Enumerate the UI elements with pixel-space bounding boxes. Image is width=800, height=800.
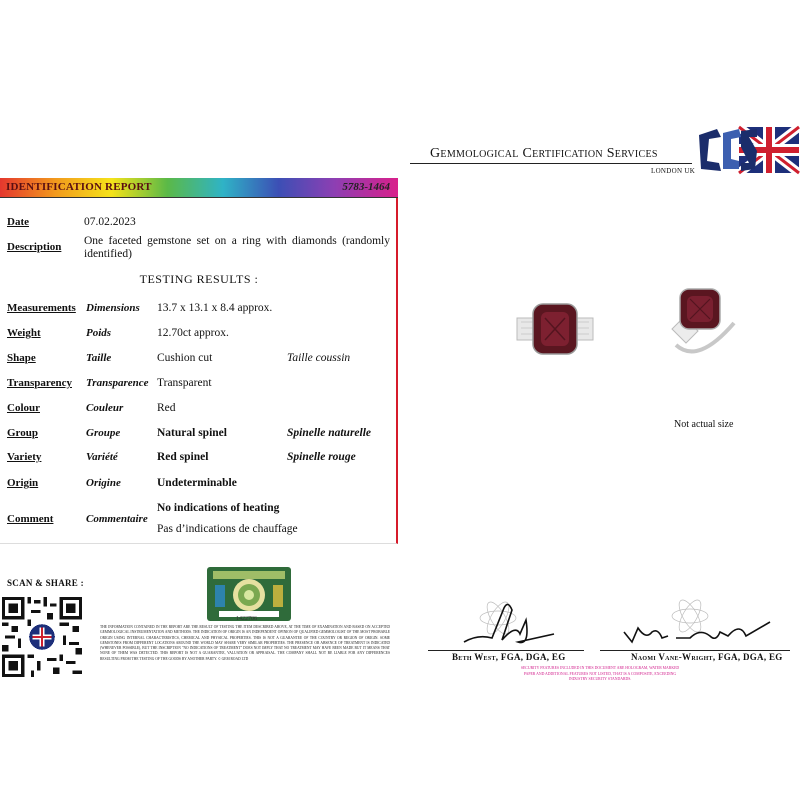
weight-label: Weight (7, 327, 41, 339)
signature-emblem-right-icon (620, 592, 780, 652)
colour-value: Red (157, 402, 176, 414)
comment-label: Comment (7, 513, 54, 525)
ring-front-view-image (515, 300, 595, 358)
ring-side-view-image (668, 285, 738, 365)
row-group (0, 427, 398, 443)
row-measurements (0, 302, 398, 318)
row-weight (0, 327, 398, 343)
weight-value: 12.70ct approx. (157, 327, 229, 339)
weight-label-fr: Poids (86, 327, 112, 339)
transparency-label-fr: Transparence (86, 377, 149, 389)
image-caption: Not actual size (674, 419, 734, 430)
report-header-bar (0, 178, 398, 198)
identification-report (0, 178, 398, 544)
row-colour (0, 402, 398, 418)
row-variety (0, 451, 398, 467)
shape-value: Cushion cut (157, 352, 213, 364)
variety-value: Red spinel (157, 451, 209, 463)
row-comment (0, 502, 398, 542)
measurements-label-fr: Dimensions (86, 302, 140, 314)
scan-share-label: SCAN & SHARE : (7, 578, 84, 588)
group-value: Natural spinel (157, 427, 227, 439)
organization-name: Gemmological Certification Services (430, 146, 658, 161)
signer-right-name: Naomi Vane-Wright, FGA, DGA, EG (631, 652, 783, 662)
measurements-label: Measurements (7, 302, 76, 314)
hologram-number: 1422706 (236, 616, 257, 622)
hologram-seal-icon (205, 565, 293, 623)
organization-location: LONDON UK (651, 167, 696, 175)
variety-value-fr: Spinelle rouge (287, 451, 356, 463)
security-features-note: SECURITY FEATURES INCLUDED IN THIS DOCUMENT ARE HOLOGRAM, WATER MARKED PAPER AND ADDITIONAL FEATURES NOT LISTED, THAT IS A COMPOSITE, EXCEEDING INDUSTRY SECURITY STANDARDS. (520, 666, 680, 681)
report-title: IDENTIFICATION REPORT (6, 181, 152, 193)
qr-code-icon[interactable] (2, 597, 82, 677)
signature-emblem-left-icon (458, 590, 558, 650)
comment-value: No indications of heating (157, 502, 280, 514)
signature-line-left (428, 650, 584, 651)
colour-label-fr: Couleur (86, 402, 124, 414)
group-label: Group (7, 427, 38, 439)
group-value-fr: Spinelle naturelle (287, 427, 372, 439)
header-rule (410, 163, 692, 164)
date-value: 07.02.2023 (84, 216, 136, 228)
description-label: Description (7, 241, 62, 253)
signature-line-right (600, 650, 790, 651)
shape-label-fr: Taille (86, 352, 112, 364)
date-label: Date (7, 216, 29, 228)
testing-results-heading: TESTING RESULTS : (139, 272, 259, 286)
origin-value: Undeterminable (157, 477, 237, 489)
comment-value-fr: Pas d’indications de chauffage (157, 523, 298, 535)
description-value: One faceted gemstone set on a ring with diamonds (randomly identified) (84, 235, 390, 260)
signer-left-name: Beth West, FGA, DGA, EG (452, 652, 566, 662)
origin-label-fr: Origine (86, 477, 121, 489)
colour-label: Colour (7, 402, 40, 414)
variety-label-fr: Variété (86, 451, 118, 463)
report-number: 5783-1464 (342, 181, 390, 193)
measurements-value: 13.7 x 13.1 x 8.4 approx. (157, 302, 273, 314)
row-origin (0, 477, 398, 493)
transparency-value: Transparent (157, 377, 212, 389)
row-shape (0, 352, 398, 368)
shape-label: Shape (7, 352, 36, 364)
variety-label: Variety (7, 451, 42, 463)
origin-label: Origin (7, 477, 39, 489)
row-transparency (0, 377, 398, 393)
gcs-logo-icon (695, 125, 800, 177)
group-label-fr: Groupe (86, 427, 121, 439)
shape-value-fr: Taille coussin (287, 352, 351, 364)
transparency-label: Transparency (7, 377, 72, 389)
legal-disclaimer: THE INFORMATION CONTAINED IN THE REPORT ARE THE RESULT OF TESTING THE ITEM DESCRIBED ABOVE, AT THE TIME OF EXAMINATION AND BASED ON ACCEPTED GEMMOLOGICAL INSTRUMENTATION AND METHODS. THE INDICATION OF ORIGIN IS AN INDEPENDENT OPINION OF QUALIFIED GEMMOLOGIST OF THE MOST PROBABLE ORIGIN USING INTERNAL CHARACTERISTICS, CHEMICAL AND PHYSICAL PROPERTIES. THIS IS NOT A GUARANTEE OF THE COUNTRY OR REGION OF ORIGIN. SOME GEMSTONES FROM DIFFERENT LOCATIONS AROUND THE WORLD MAY SHARE VERY SIMILAR PROPERTIES. THE PRESENCE OR ABSENCE OF TREATMENT IS INDICATED (WHENEVER POSSIBLE), BUT THE INSCRIPTION "NO INDICATIONS OF TREATMENT" DOES NOT IMPLY THAT NO TREATMENT MAY HAVE BEEN MADE BUT IT MEANS THAT NONE OF THEM WAS DETECTED. THIS REPORT IS NOT A GUARANTEE, VALUATION OR APPRAISAL. THE COMPANY SHALL NOT BE LIABLE FOR ANY DIFFERENCES RESULTING FROM THE TESTING OF THE GOODS BY ANOTHER PARTY. © GEM ROAD LTD (100, 625, 390, 661)
qr-center-flag-icon (29, 624, 55, 650)
comment-label-fr: Commentaire (86, 513, 148, 525)
